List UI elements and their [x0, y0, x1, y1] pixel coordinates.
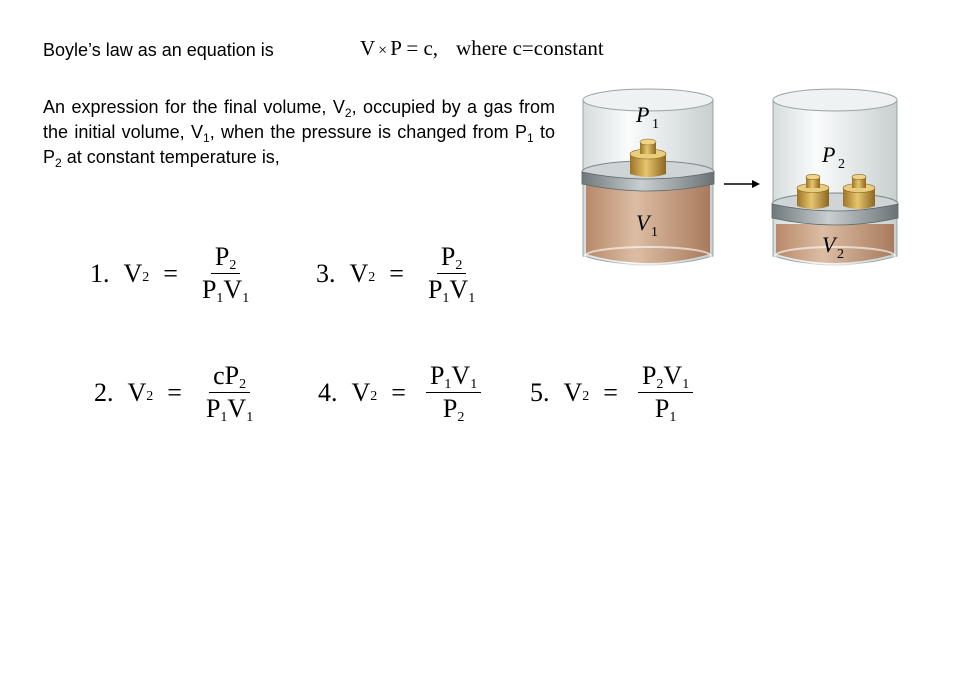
fraction-numerator: [437, 243, 466, 274]
option-number: 3.: [316, 258, 336, 288]
question-subscript: 2: [55, 156, 62, 170]
option-fraction: [638, 362, 693, 423]
fraction-denominator: [424, 274, 479, 304]
question-part: , occupied by a gas from the initial volume, V: [43, 97, 555, 142]
fraction-subscript: 2: [239, 377, 247, 392]
option-equals: =: [163, 258, 178, 288]
equation-where: where c=constant: [456, 36, 604, 60]
fraction-subscript: 1: [669, 410, 677, 425]
answer-option-3[interactable]: 3. V $_2$ = $\frac{P_2}{P_1V_1}$: [316, 243, 479, 304]
answer-option-5[interactable]: 5. V $_2$ = $\frac{P_2V_1}{P_1}$: [530, 362, 693, 423]
fraction-subscript: 1: [470, 377, 478, 392]
fraction-subscript: 1: [442, 291, 450, 306]
option-number: 1.: [90, 258, 110, 288]
equation-times: ×: [378, 42, 388, 59]
option-equals: =: [603, 377, 618, 407]
fraction-subscript: 1: [216, 291, 224, 306]
fraction-symbol: V: [227, 394, 247, 423]
fraction-numerator: [211, 243, 240, 274]
right-v-label: V: [822, 232, 836, 257]
fraction-subscript: 1: [444, 377, 452, 392]
option-lhs: V: [349, 258, 369, 288]
fraction-symbol: P: [654, 394, 670, 423]
left-v-label: V: [636, 210, 650, 235]
fraction-denominator: [439, 393, 468, 423]
left-p-label: P: [636, 102, 650, 127]
left-p-sub: 1: [652, 117, 659, 132]
option-equals: =: [167, 377, 182, 407]
right-p-label: P: [822, 142, 836, 167]
option-lhs: V: [127, 377, 147, 407]
fraction-subscript: 2: [229, 258, 237, 273]
fraction-symbol: V: [449, 275, 469, 304]
left-cylinder: [582, 89, 714, 265]
question-part: , when the pressure is changed from P: [209, 122, 527, 142]
option-equals: =: [389, 258, 404, 288]
boyles-law-intro: [43, 38, 274, 62]
equation-rhs: P = c,: [390, 36, 439, 60]
question-subscript: 1: [203, 131, 210, 145]
boyles-law-equation: [360, 36, 604, 61]
fraction-numerator: [209, 362, 250, 393]
fraction-subscript: 1: [246, 410, 254, 425]
fraction-symbol: P: [440, 242, 456, 271]
question-text: [43, 95, 555, 170]
question-part: at constant temperature is,: [61, 147, 280, 167]
question-part: to P: [43, 122, 556, 167]
fraction-symbol: P: [201, 275, 217, 304]
option-fraction: [426, 362, 481, 423]
option-number: 2.: [94, 377, 114, 407]
answer-option-4[interactable]: 4. V $_2$ = $\frac{P_1V_1}{P_2}$: [318, 362, 481, 423]
option-lhs: V: [563, 377, 583, 407]
question-subscript: 1: [527, 131, 534, 145]
fraction-subscript: 2: [457, 410, 465, 425]
fraction-denominator: [202, 393, 257, 423]
option-fraction: [198, 243, 253, 304]
fraction-symbol: P: [429, 361, 445, 390]
question-part: An expression for the final volume, V: [43, 97, 345, 117]
fraction-symbol: cP: [213, 361, 240, 390]
right-v-sub: 2: [837, 247, 844, 262]
fraction-subscript: 1: [682, 377, 690, 392]
fraction-symbol: P: [641, 361, 657, 390]
fraction-symbol: P: [205, 394, 221, 423]
fraction-numerator: [426, 362, 481, 393]
equation-lhs: V: [360, 36, 376, 60]
option-lhs: V: [351, 377, 371, 407]
fraction-symbol: P: [214, 242, 230, 271]
fraction-symbol: P: [427, 275, 443, 304]
answer-option-2[interactable]: 2. V $_2$ = $\frac{cP_2}{P_1V_1}$: [94, 362, 257, 423]
option-equals: =: [391, 377, 406, 407]
fraction-subscript: 2: [656, 377, 664, 392]
answer-option-1[interactable]: 1. V $_2$ = $\frac{P_2}{P_1V_1}$: [90, 243, 253, 304]
fraction-numerator: [638, 362, 693, 393]
right-p-sub: 2: [838, 157, 845, 172]
fraction-symbol: P: [442, 394, 458, 423]
right-cylinder: [772, 89, 898, 265]
fraction-symbol: V: [663, 361, 683, 390]
transition-arrow: [724, 180, 760, 188]
option-fraction: [424, 243, 479, 304]
option-fraction: [202, 362, 257, 423]
fraction-subscript: 1: [242, 291, 250, 306]
fraction-symbol: V: [223, 275, 243, 304]
option-number: 5.: [530, 377, 550, 407]
fraction-denominator: [651, 393, 680, 423]
option-number: 4.: [318, 377, 338, 407]
option-lhs: V: [123, 258, 143, 288]
intro-text: Boyle’s law as an equation is: [43, 40, 274, 60]
fraction-subscript: 1: [468, 291, 476, 306]
left-v-sub: 1: [651, 225, 658, 240]
piston-cylinder-figure: [578, 88, 908, 278]
fraction-denominator: [198, 274, 253, 304]
fraction-subscript: 2: [455, 258, 463, 273]
fraction-symbol: V: [451, 361, 471, 390]
question-subscript: 2: [344, 106, 352, 120]
fraction-subscript: 1: [220, 410, 228, 425]
